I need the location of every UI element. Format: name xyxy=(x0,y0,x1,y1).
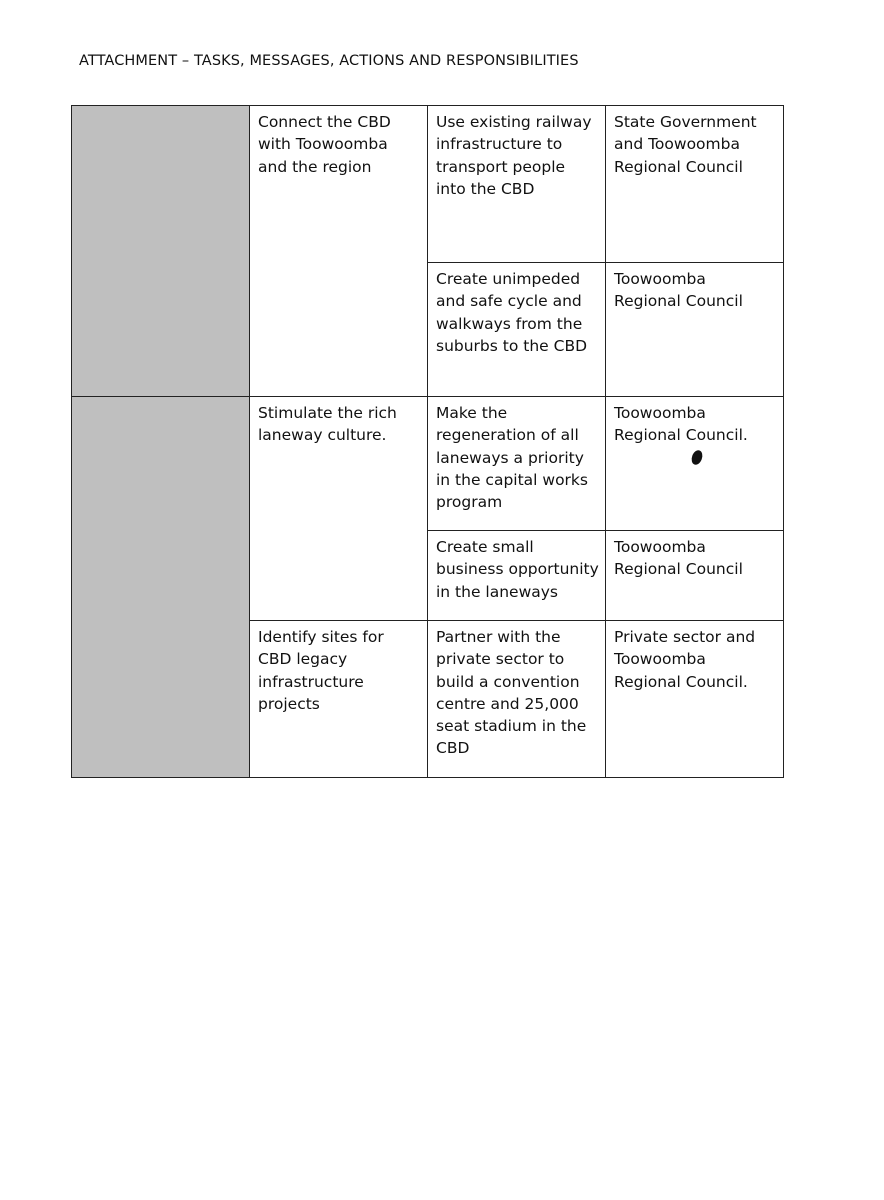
action-cell: Use existing railway infrastructure to transport people into the CBD xyxy=(428,106,606,263)
message-cell: Connect the CBD with Toowoomba and the region xyxy=(250,106,428,397)
action-cell: Create small business opportunity in the laneways xyxy=(428,531,606,621)
responsibility-text: Toowoomba Regional Council. xyxy=(614,404,748,445)
responsibility-cell: Private sector and Toowoomba Regional Council. xyxy=(606,621,784,778)
responsibility-cell: State Government and Toowoomba Regional Council xyxy=(606,106,784,263)
message-cell: Stimulate the rich laneway culture. xyxy=(250,397,428,621)
tasks-table xyxy=(71,105,784,778)
table-row xyxy=(72,397,784,531)
table-row xyxy=(72,106,784,263)
message-cell: Identify sites for CBD legacy infrastructure projects xyxy=(250,621,428,778)
action-cell: Make the regeneration of all laneways a priority in the capital works program xyxy=(428,397,606,531)
page-heading: ATTACHMENT – TASKS, MESSAGES, ACTIONS AND RESPONSIBILITIES xyxy=(79,53,579,69)
action-cell: Create unimpeded and safe cycle and walkways from the suburbs to the CBD xyxy=(428,263,606,397)
responsibility-cell xyxy=(606,397,784,531)
responsibility-cell: Toowoomba Regional Council xyxy=(606,531,784,621)
responsibility-cell: Toowoomba Regional Council xyxy=(606,263,784,397)
action-cell: Partner with the private sector to build a convention centre and 25,000 seat stadium in the CBD xyxy=(428,621,606,778)
ink-mark xyxy=(690,448,705,466)
shaded-cell xyxy=(72,106,250,397)
shaded-cell xyxy=(72,397,250,778)
